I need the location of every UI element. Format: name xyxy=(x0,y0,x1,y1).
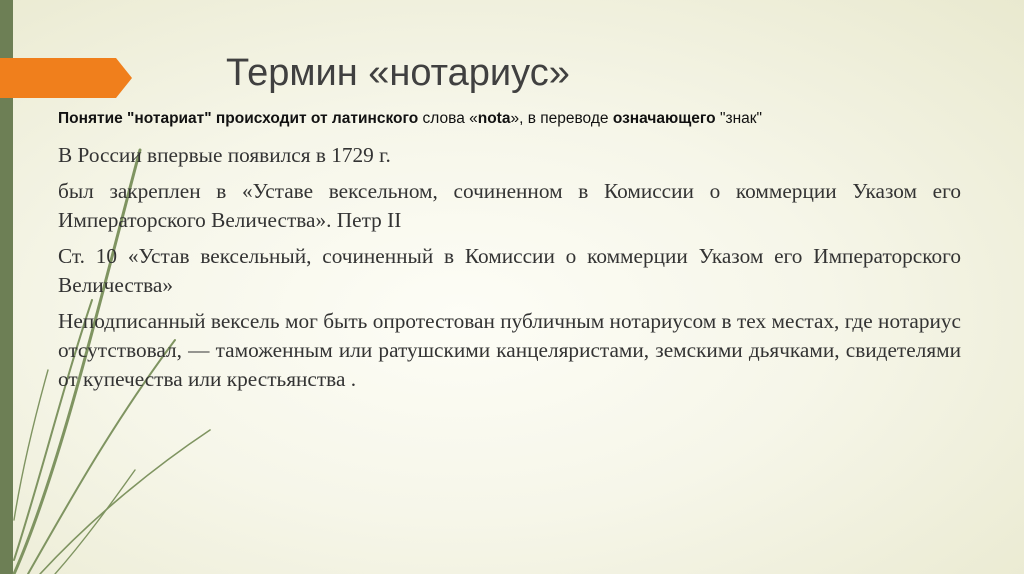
title-arrow-shape xyxy=(0,58,132,98)
subtitle-normal-1: слова « xyxy=(418,110,478,127)
subtitle xyxy=(58,110,988,128)
subtitle-bold-3: означающего xyxy=(612,110,716,127)
paragraph-3: Ст. 10 «Устав вексельный, сочиненный в Комиссии о коммерции Указом его Императорского Величества» xyxy=(58,244,961,297)
subtitle-normal-2: », в переводе xyxy=(510,110,613,127)
subtitle-bold-2: nota xyxy=(477,110,511,127)
paragraph-2: был закреплен в «Уставе вексельном, сочиненном в Комиссии о коммерции Указом его Императорского Величества». Петр II xyxy=(58,179,961,232)
body-text xyxy=(58,141,961,394)
subtitle-bold-1: Понятие "нотариат" происходит от латинского xyxy=(58,110,419,127)
subtitle-normal-3: "знак" xyxy=(715,110,763,127)
paragraph-1: В России впервые появился в 1729 г. xyxy=(58,143,391,167)
slide-title: Термин «нотариус» xyxy=(226,52,570,94)
paragraph-4: Неподписанный вексель мог быть опротестован публичным нотариусом в тех местах, где нотариус отсутствовал, — таможенным или ратушскими канцеляристами, земскими дьячками, свидетелями от купечества или крестьянства . xyxy=(58,309,961,391)
